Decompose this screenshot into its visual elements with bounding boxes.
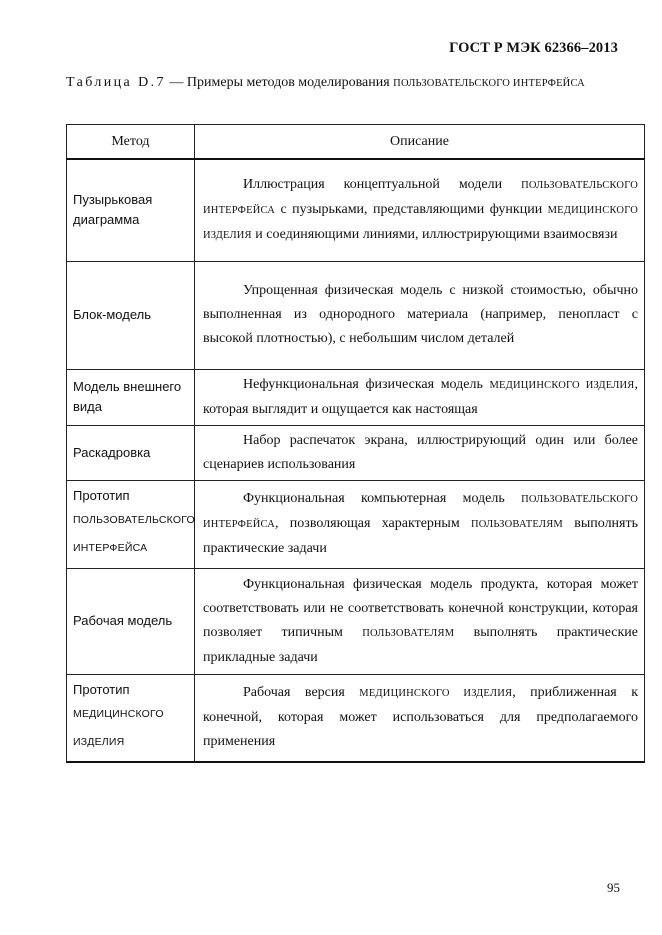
column-header-description: Описание bbox=[195, 125, 645, 160]
table-caption bbox=[66, 70, 626, 97]
table-caption-label: Таблица D.7 bbox=[66, 75, 166, 90]
description-cell: Функциональная компьютерная модель ПОЛЬЗОВАТЕЛЬСКОГО ИНТЕРФЕЙСА, позволяющая характерным ПОЛЬЗОВАТЕЛЯМ выполнять практические задачи bbox=[195, 480, 645, 568]
table-header-row bbox=[67, 125, 645, 160]
method-cell: Раскадровка bbox=[67, 425, 195, 480]
table-row bbox=[67, 369, 645, 425]
methods-table bbox=[66, 124, 645, 763]
description-cell: Иллюстрация концептуальной модели ПОЛЬЗОВАТЕЛЬСКОГО ИНТЕРФЕЙСА с пузырьками, представляющими функции МЕДИЦИНСКОГО ИЗДЕЛИЯ и соединяющими линиями, иллюстрирующими взаимосвязи bbox=[195, 159, 645, 261]
table-row bbox=[67, 261, 645, 369]
method-cell: Прототип ПОЛЬЗОВАТЕЛЬСКОГО ИНТЕРФЕЙСА bbox=[67, 480, 195, 568]
method-cell: Прототип МЕДИЦИНСКОГО ИЗДЕЛИЯ bbox=[67, 674, 195, 762]
column-header-method: Метод bbox=[67, 125, 195, 160]
method-cell: Пузырьковая диаграмма bbox=[67, 159, 195, 261]
description-cell: Набор распечаток экрана, иллюстрирующий один или более сценариев использования bbox=[195, 425, 645, 480]
table-row bbox=[67, 674, 645, 762]
method-cell: Рабочая модель bbox=[67, 568, 195, 674]
method-cell: Блок-модель bbox=[67, 261, 195, 369]
description-cell: Упрощенная физическая модель с низкой стоимостью, обычно выполненная из однородного материала (например, пенопласт с высокой плотностью), с небольшим числом деталей bbox=[195, 261, 645, 369]
table-row bbox=[67, 480, 645, 568]
method-cell: Модель внешнего вида bbox=[67, 369, 195, 425]
description-cell: Нефункциональная физическая модель МЕДИЦИНСКОГО ИЗДЕЛИЯ, которая выглядит и ощущается как настоящая bbox=[195, 369, 645, 425]
table-caption-dash: — bbox=[165, 75, 187, 90]
description-cell: Рабочая версия МЕДИЦИНСКОГО ИЗДЕЛИЯ, приближенная к конечной, которая может использоваться для предполагаемого применения bbox=[195, 674, 645, 762]
document-header: ГОСТ Р МЭК 62366–2013 bbox=[449, 40, 618, 56]
page-number: 95 bbox=[607, 880, 620, 895]
table-row bbox=[67, 159, 645, 261]
table-caption-text: Примеры методов моделирования bbox=[186, 75, 394, 90]
table-row bbox=[67, 425, 645, 480]
table-caption-term: ПОЛЬЗОВАТЕЛЬСКОГО ИНТЕРФЕЙСА bbox=[393, 78, 585, 89]
description-cell: Функциональная физическая модель продукта, которая может соответствовать или не соответствовать конечной конструкции, которая позволяет типичным ПОЛЬЗОВАТЕЛЯМ выполнять практические прикладные задачи bbox=[195, 568, 645, 674]
table-row bbox=[67, 568, 645, 674]
